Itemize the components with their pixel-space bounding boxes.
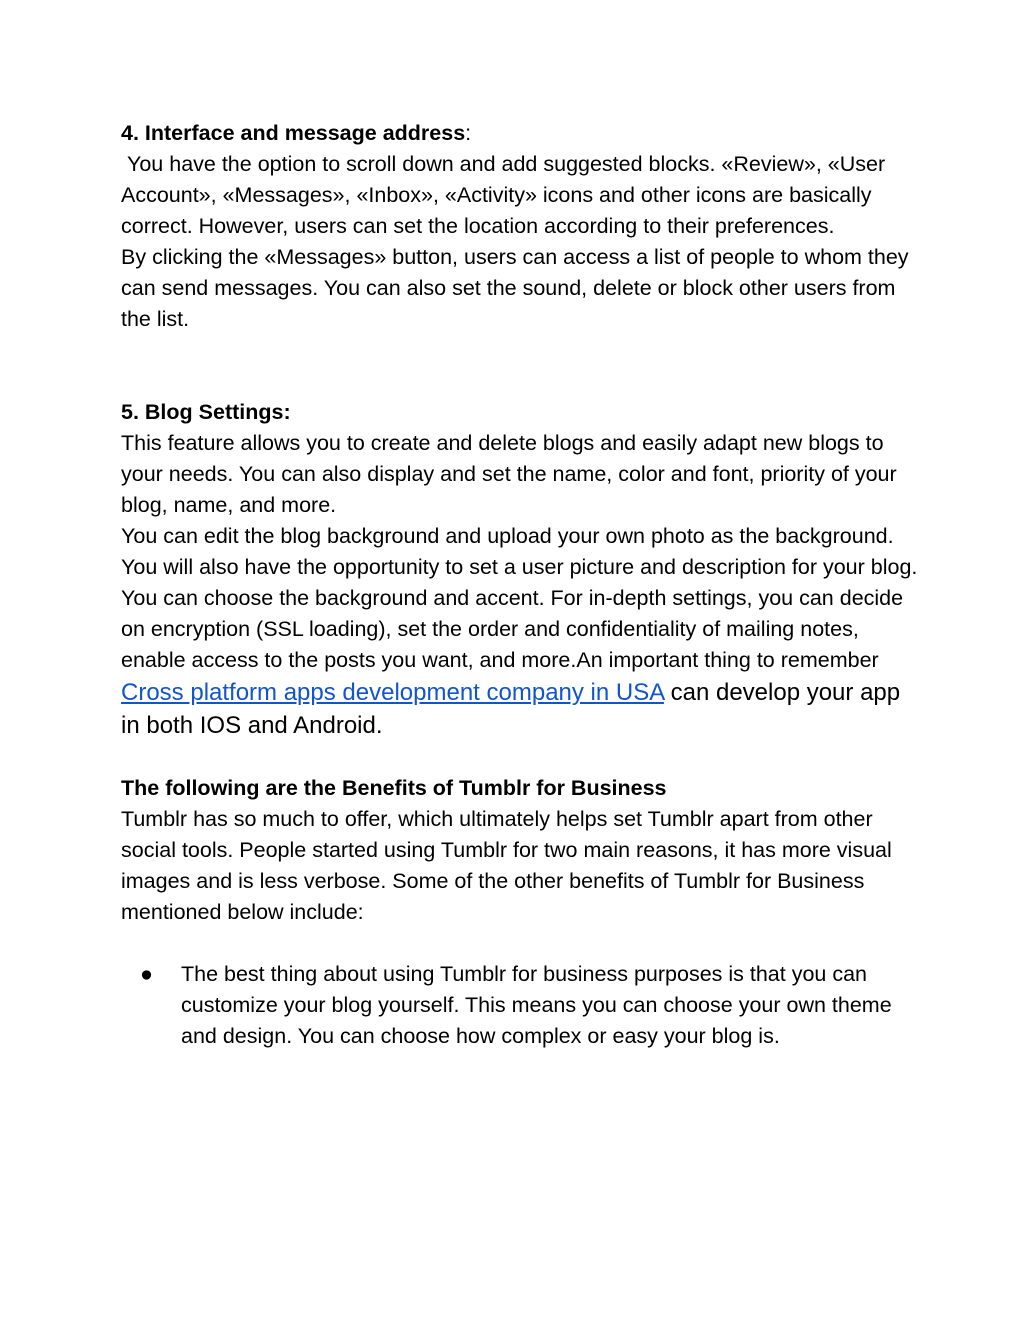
spacer	[121, 928, 921, 959]
list-item	[121, 959, 921, 1052]
section-5-paragraph-2	[121, 521, 921, 742]
list-item-text: The best thing about using Tumblr for business purposes is that you can customize your blog yourself. This means you can choose your own theme and design. You can choose how complex or easy your blog is.	[181, 962, 892, 1048]
section-4-paragraph-2: By clicking the «Messages» button, users can access a list of people to whom they can send messages. You can also set the sound, delete or block other users from the list.	[121, 245, 915, 331]
benefits-bullet-list	[121, 959, 921, 1052]
section-4	[121, 118, 921, 149]
section-5-paragraph-1: This feature allows you to create and delete blogs and easily adapt new blogs to your needs. You can also display and set the name, color and font, priority of your blog, name, and more.	[121, 431, 903, 517]
spacer	[121, 335, 921, 397]
section-4-heading: 4. Interface and message address	[121, 121, 466, 145]
section-4-heading-colon: :	[465, 121, 472, 145]
section-5-paragraph-2-text: You can edit the blog background and upload your own photo as the background. You will also have the opportunity to set a user picture and description for your blog. You can choose the background and accent. For in-depth settings, you can decide on encryption (SSL loading), set the order and confidentiality of mailing notes, enable access to the posts you want, and more.An important thing to remember	[121, 524, 923, 672]
section-5-heading: 5. Blog Settings:	[121, 400, 291, 424]
spacer	[121, 742, 921, 773]
benefits-paragraph: Tumblr has so much to offer, which ultimately helps set Tumblr apart from other social tools. People started using Tumblr for two main reasons, it has more visual images and is less verbose. Some of the other benefits of Tumblr for Business mentioned below include:	[121, 807, 898, 924]
section-4-paragraph-1: You have the option to scroll down and add suggested blocks. «Review», «User Account», «Messages», «Inbox», «Activity» icons and other icons are basically correct. However, users can set the location according to their preferences.	[121, 152, 890, 238]
cross-platform-apps-link[interactable]: Cross platform apps development company in USA	[121, 679, 664, 706]
section-5-paragraph-2-tail: can develop your app in both IOS and Android.	[121, 679, 907, 739]
bullet-icon: ●	[140, 962, 153, 986]
document-page	[121, 118, 921, 1052]
benefits-heading: The following are the Benefits of Tumblr for Business	[121, 776, 667, 800]
